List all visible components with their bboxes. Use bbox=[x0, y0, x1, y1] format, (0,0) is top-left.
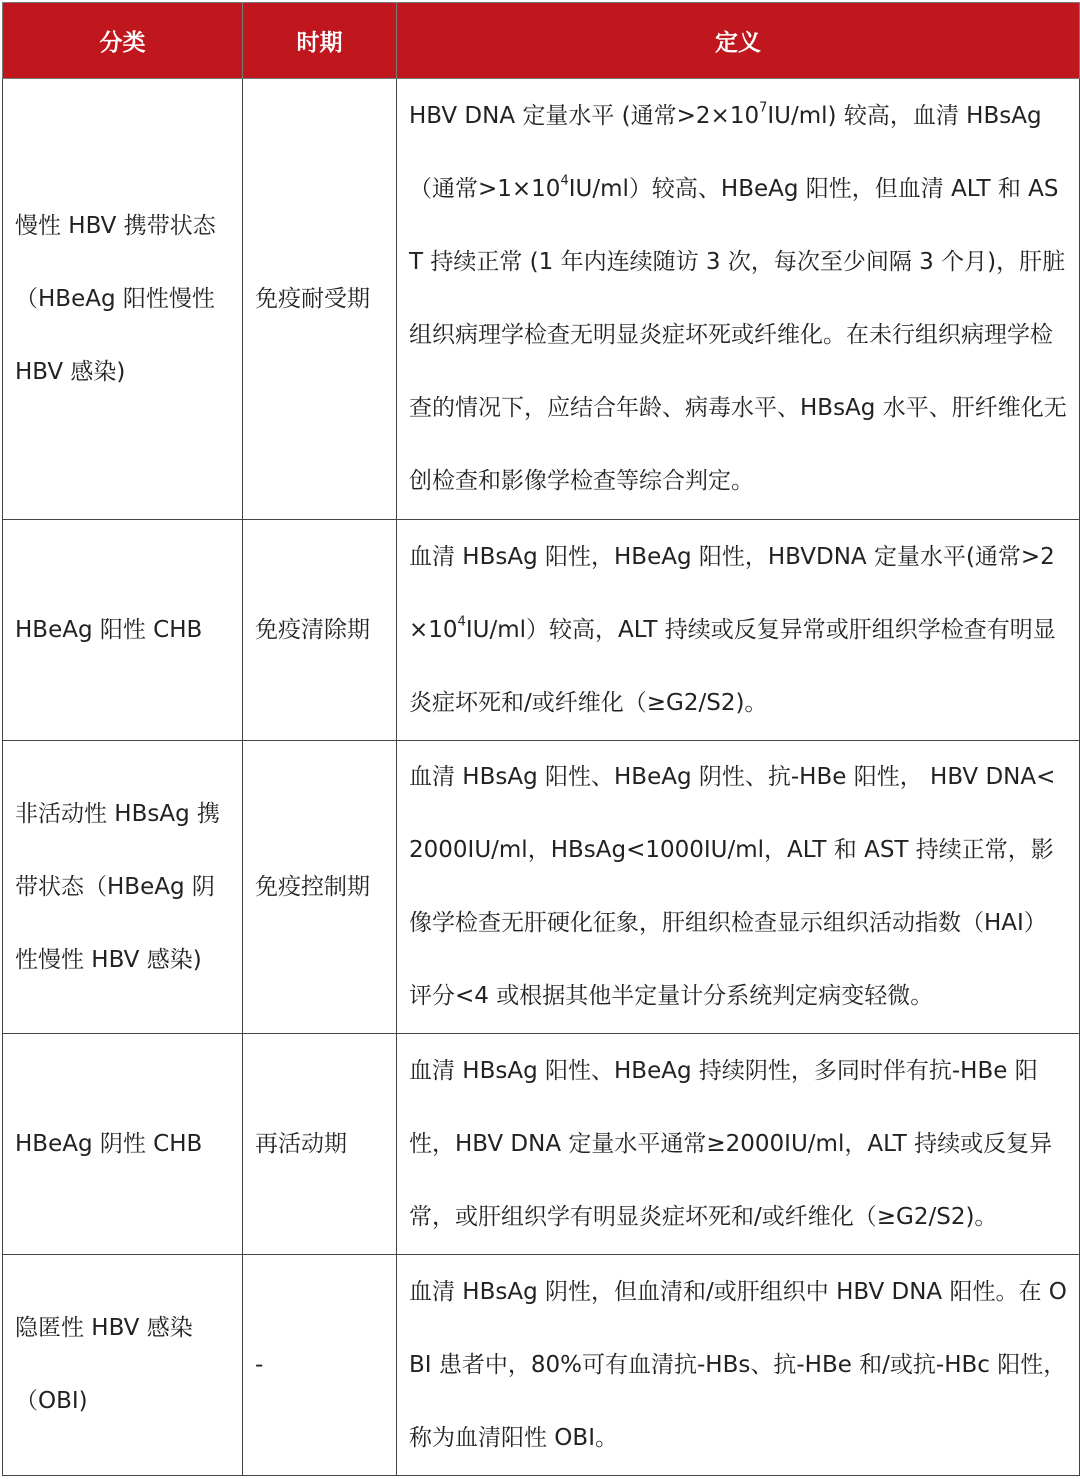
category-cell: HBeAg 阴性 CHB bbox=[3, 1034, 243, 1255]
definition-cell: 血清 HBsAg 阴性，但血清和/或肝组织中 HBV DNA 阳性。在 OBI 患者中，80%可有血清抗-HBs、抗-HBe 和/或抗-HBc 阳性，称为血清阳性 OBI。 bbox=[397, 1255, 1080, 1476]
definition-text: IU/ml）较高，ALT 持续或反复异常或肝组织学检查有明显炎症坏死和/或纤维化（≥G2/S2)。 bbox=[409, 616, 1056, 716]
period-cell: 免疫耐受期 bbox=[243, 79, 397, 520]
period-cell: 免疫控制期 bbox=[243, 741, 397, 1034]
definition-text: IU/ml) 较高，血清 HBsAg（通常>1×10 bbox=[409, 103, 1042, 202]
period-cell: 免疫清除期 bbox=[243, 520, 397, 741]
category-cell: 慢性 HBV 携带状态（HBeAg 阳性慢性 HBV 感染) bbox=[3, 79, 243, 520]
table-row bbox=[3, 741, 1080, 1034]
superscript: 7 bbox=[759, 100, 768, 116]
definition-text: IU/ml）较高、HBeAg 阳性，但血清 ALT 和 AST 持续正常 (1 年内连续随访 3 次，每次至少间隔 3 个月)，肝脏组织病理学检查无明显炎症坏死或纤维化。在未行组织病理学检查的情况下，应结合年龄、病毒水平、HBsAg 水平、肝纤维化无创检查和影像学检查等综合判定。 bbox=[409, 176, 1067, 494]
superscript: 4 bbox=[457, 613, 466, 629]
period-cell: 再活动期 bbox=[243, 1034, 397, 1255]
period-cell: - bbox=[243, 1255, 397, 1476]
category-cell: 隐匿性 HBV 感染（OBI) bbox=[3, 1255, 243, 1476]
definition-cell bbox=[397, 79, 1080, 520]
table-row bbox=[3, 1034, 1080, 1255]
table-row bbox=[3, 1255, 1080, 1476]
definition-text: HBV DNA 定量水平 (通常>2×10 bbox=[409, 103, 760, 129]
header-definition: 定义 bbox=[397, 3, 1080, 79]
hbv-classification-table bbox=[2, 2, 1080, 1476]
table-row bbox=[3, 520, 1080, 741]
definition-text: 血清 HBsAg 阳性，HBeAg 阳性，HBVDNA 定量水平(通常>2×10 bbox=[409, 543, 1055, 643]
category-cell: HBeAg 阳性 CHB bbox=[3, 520, 243, 741]
header-category: 分类 bbox=[3, 3, 243, 79]
category-cell: 非活动性 HBsAg 携带状态（HBeAg 阴性慢性 HBV 感染) bbox=[3, 741, 243, 1034]
table-row bbox=[3, 79, 1080, 520]
definition-cell: 血清 HBsAg 阳性、HBeAg 持续阴性，多同时伴有抗-HBe 阳性，HBV DNA 定量水平通常≥2000IU/ml，ALT 持续或反复异常，或肝组织学有明显炎症坏死和/或纤维化（≥G2/S2)。 bbox=[397, 1034, 1080, 1255]
header-period: 时期 bbox=[243, 3, 397, 79]
table-header-row bbox=[3, 3, 1080, 79]
definition-cell: 血清 HBsAg 阳性、HBeAg 阴性、抗-HBe 阳性， HBV DNA<2000IU/ml，HBsAg<1000IU/ml，ALT 和 AST 持续正常，影像学检查无肝硬化征象，肝组织检查显示组织活动指数（HAI）评分<4 或根据其他半定量计分系统判定病变轻微。 bbox=[397, 741, 1080, 1034]
definition-cell bbox=[397, 520, 1080, 741]
superscript: 4 bbox=[560, 173, 569, 189]
